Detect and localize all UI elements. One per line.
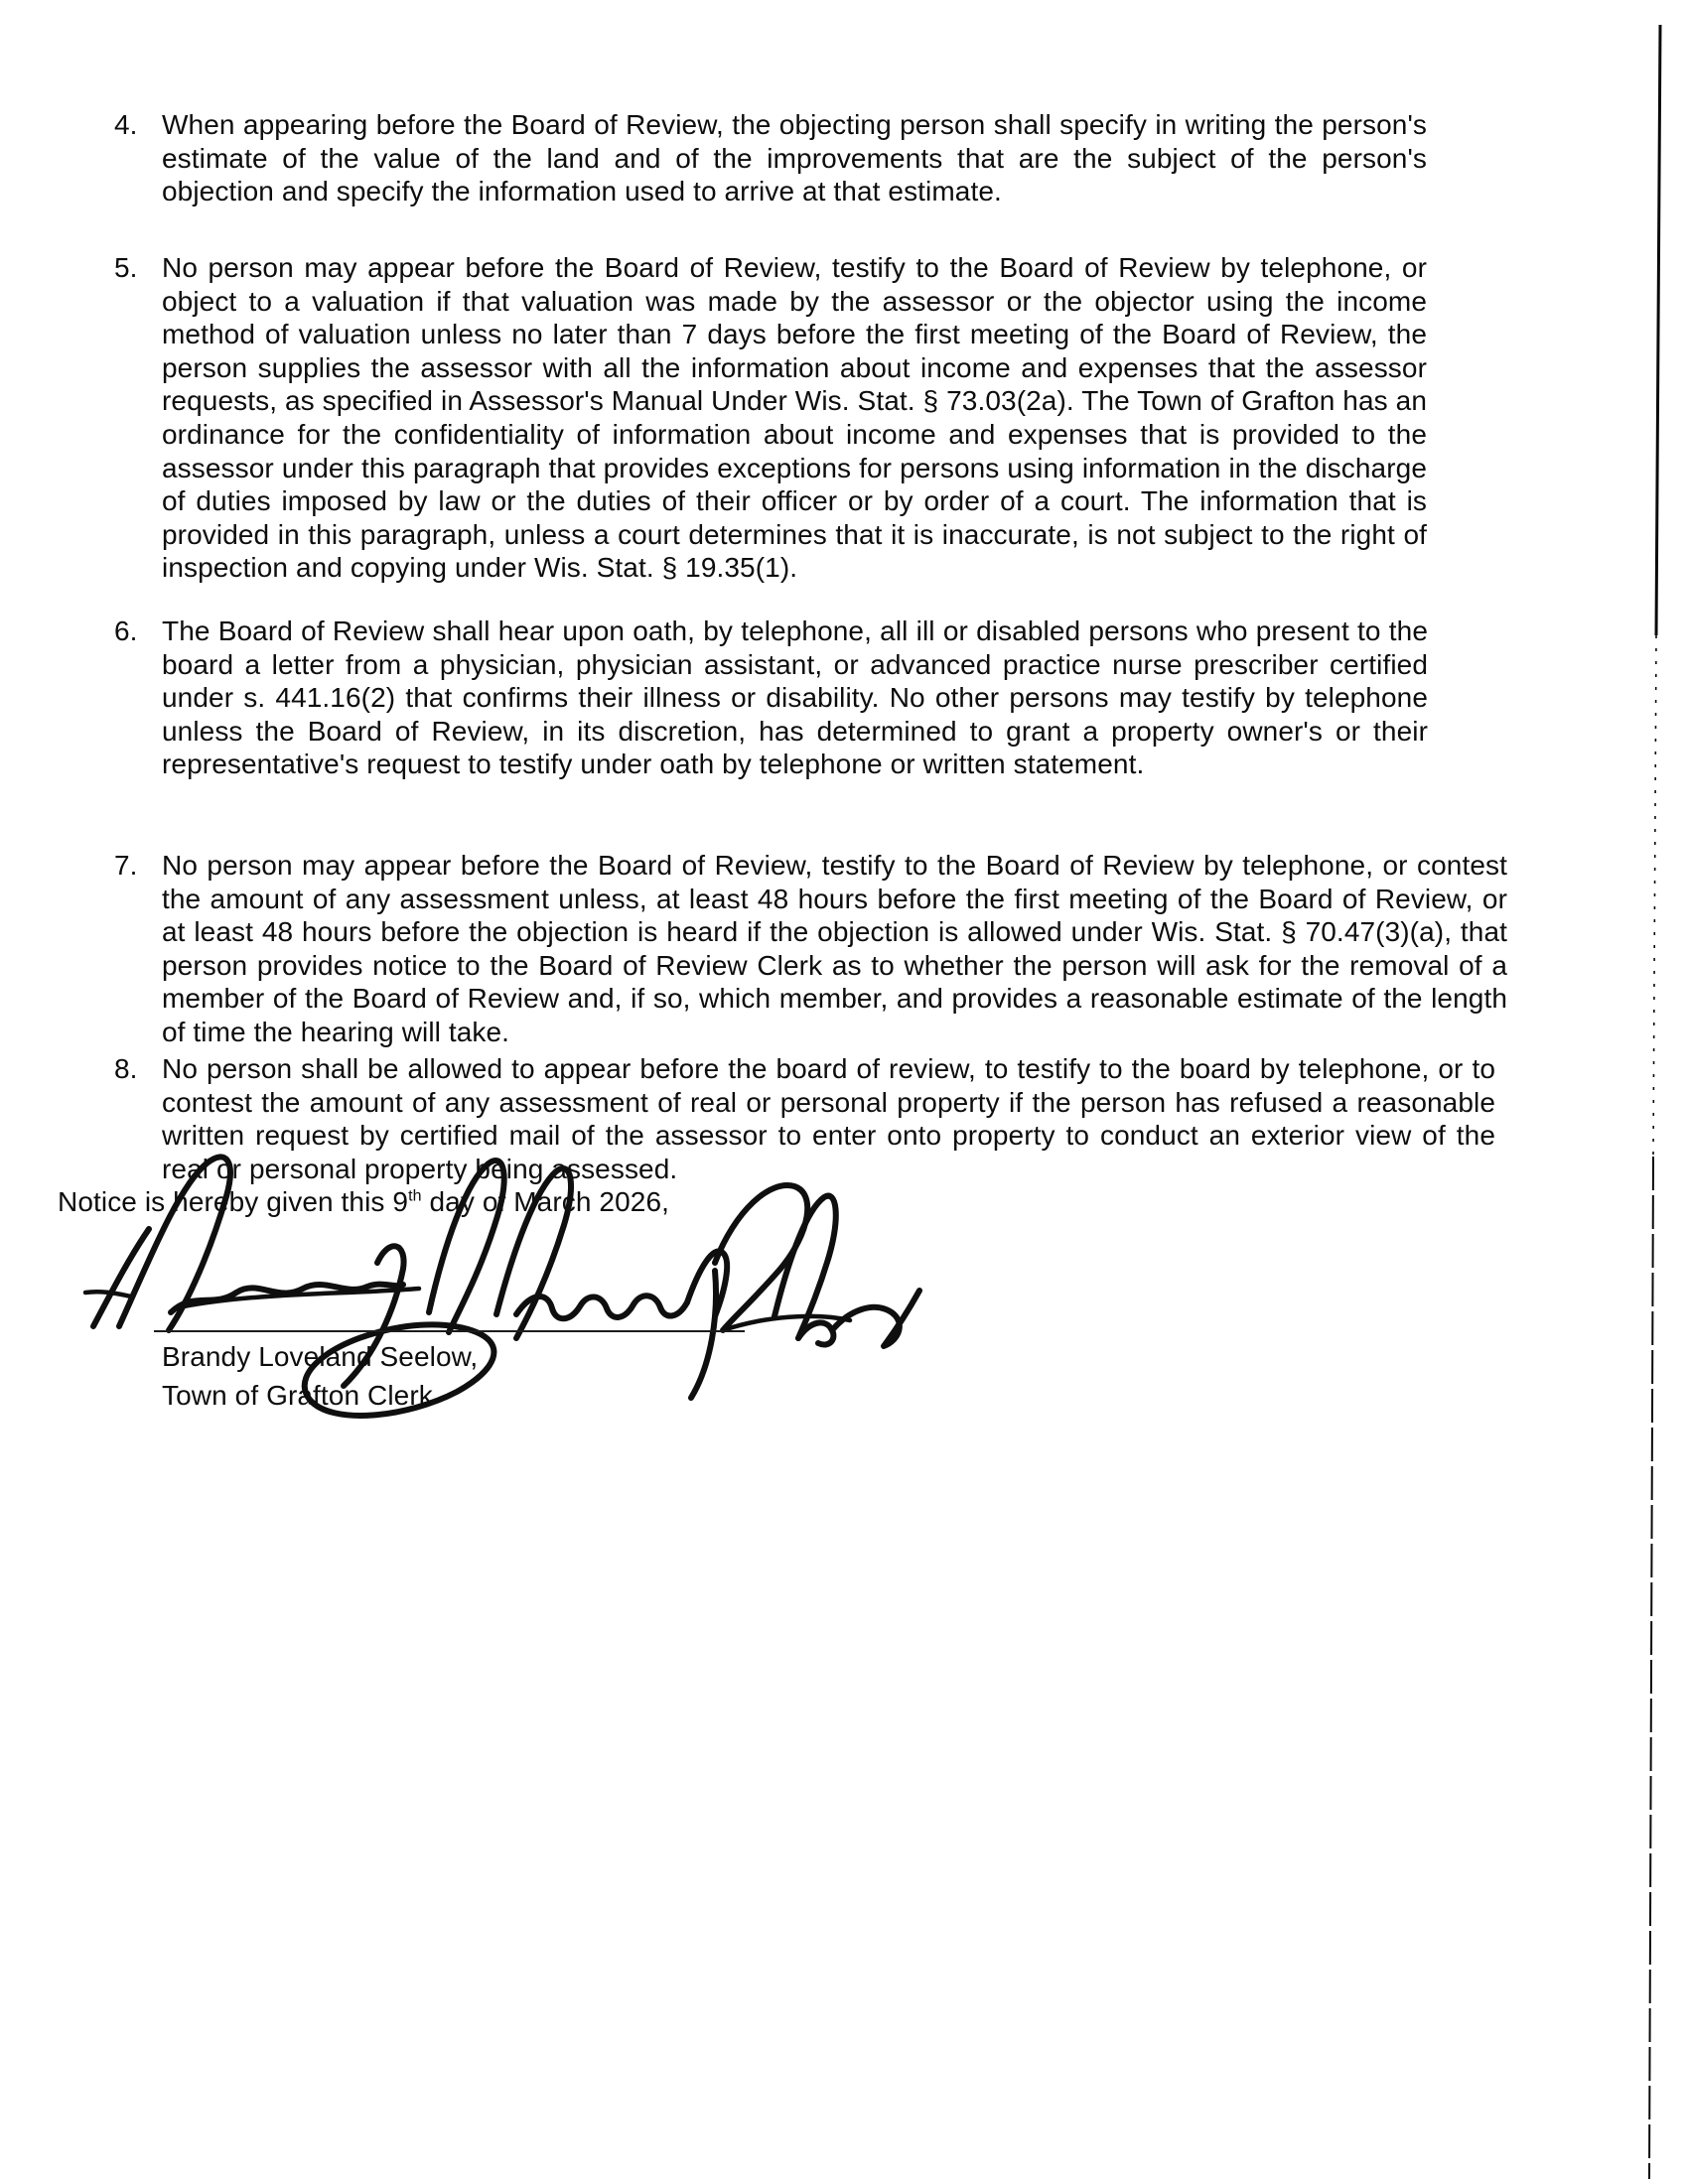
list-item-7: [114, 849, 1507, 1049]
signatory-block: [162, 1337, 478, 1415]
item-text: No person may appear before the Board of Review, testify to the Board of Review by telephone, or contest the amount of any assessment unless, at least 48 hours before the first meeting of the Board of Review, or at least 48 hours before the objection is heard if the objection is allowed under Wis. Stat. § 70.47(3)(a), that person provides notice to the Board of Review Clerk as to whether the person will ask for the removal of a member of the Board of Review and, if so, which member, and provides a reasonable estimate of the length of time the hearing will take.: [162, 850, 1507, 1047]
notice-suffix: day of March 2026,: [421, 1186, 669, 1217]
list-item-4: [114, 108, 1427, 208]
item-number: 4.: [114, 109, 138, 140]
scan-artifact-line: [1623, 0, 1688, 2184]
item-number: 8.: [114, 1053, 138, 1084]
item-number: 7.: [114, 850, 138, 881]
item-text: No person may appear before the Board of Review, testify to the Board of Review by telephone, or object to a valuation if that valuation was made by the assessor or the objector using the income method of valuation unless no later than 7 days before the first meeting of the Board of Review, the person supplies the assessor with all the information about income and expenses that the assessor requests, as specified in Assessor's Manual Under Wis. Stat. § 73.03(2a). The Town of Grafton has an ordinance for the confidentiality of information about income and expenses that is provided to the assessor under this paragraph that provides exceptions for persons using information in the discharge of duties imposed by law or the duties of their officer or by order of a court. The information that is provided in this paragraph, unless a court determines that it is inaccurate, is not subject to the right of inspection and copying under Wis. Stat. § 19.35(1).: [162, 252, 1427, 584]
list-item-5: [114, 251, 1427, 585]
item-text: No person shall be allowed to appear before the board of review, to testify to the board by telephone, or to contest the amount of any assessment of real or personal property if the person has refused a reasonable written request by certified mail of the assessor to enter onto property to conduct an exterior view of the real or personal property being assessed.: [162, 1053, 1495, 1184]
list-item-6: [114, 614, 1428, 781]
ordinal-superscript: th: [408, 1187, 422, 1205]
signatory-title: Town of Grafton Clerk: [162, 1380, 433, 1411]
item-number: 6.: [114, 615, 138, 646]
item-text: The Board of Review shall hear upon oath, by telephone, all ill or disabled persons who present to the board a letter from a physician, physician assistant, or advanced practice nurse prescriber certified under s. 441.16(2) that confirms their illness or disability. No other persons may testify by telephone unless the Board of Review, in its discretion, has determined to grant a property owner's or their representative's request to testify under oath by telephone or written statement.: [162, 615, 1428, 780]
signature-line: [154, 1330, 745, 1332]
item-number: 5.: [114, 252, 138, 283]
notice-prefix: Notice is hereby given this 9: [58, 1186, 409, 1217]
item-text: When appearing before the Board of Review, the objecting person shall specify in writing the person's estimate of the value of the land and of the improvements that are the subject of the person's objection and specify the information used to arrive at that estimate.: [162, 109, 1427, 207]
signatory-name: Brandy Loveland Seelow,: [162, 1341, 479, 1372]
